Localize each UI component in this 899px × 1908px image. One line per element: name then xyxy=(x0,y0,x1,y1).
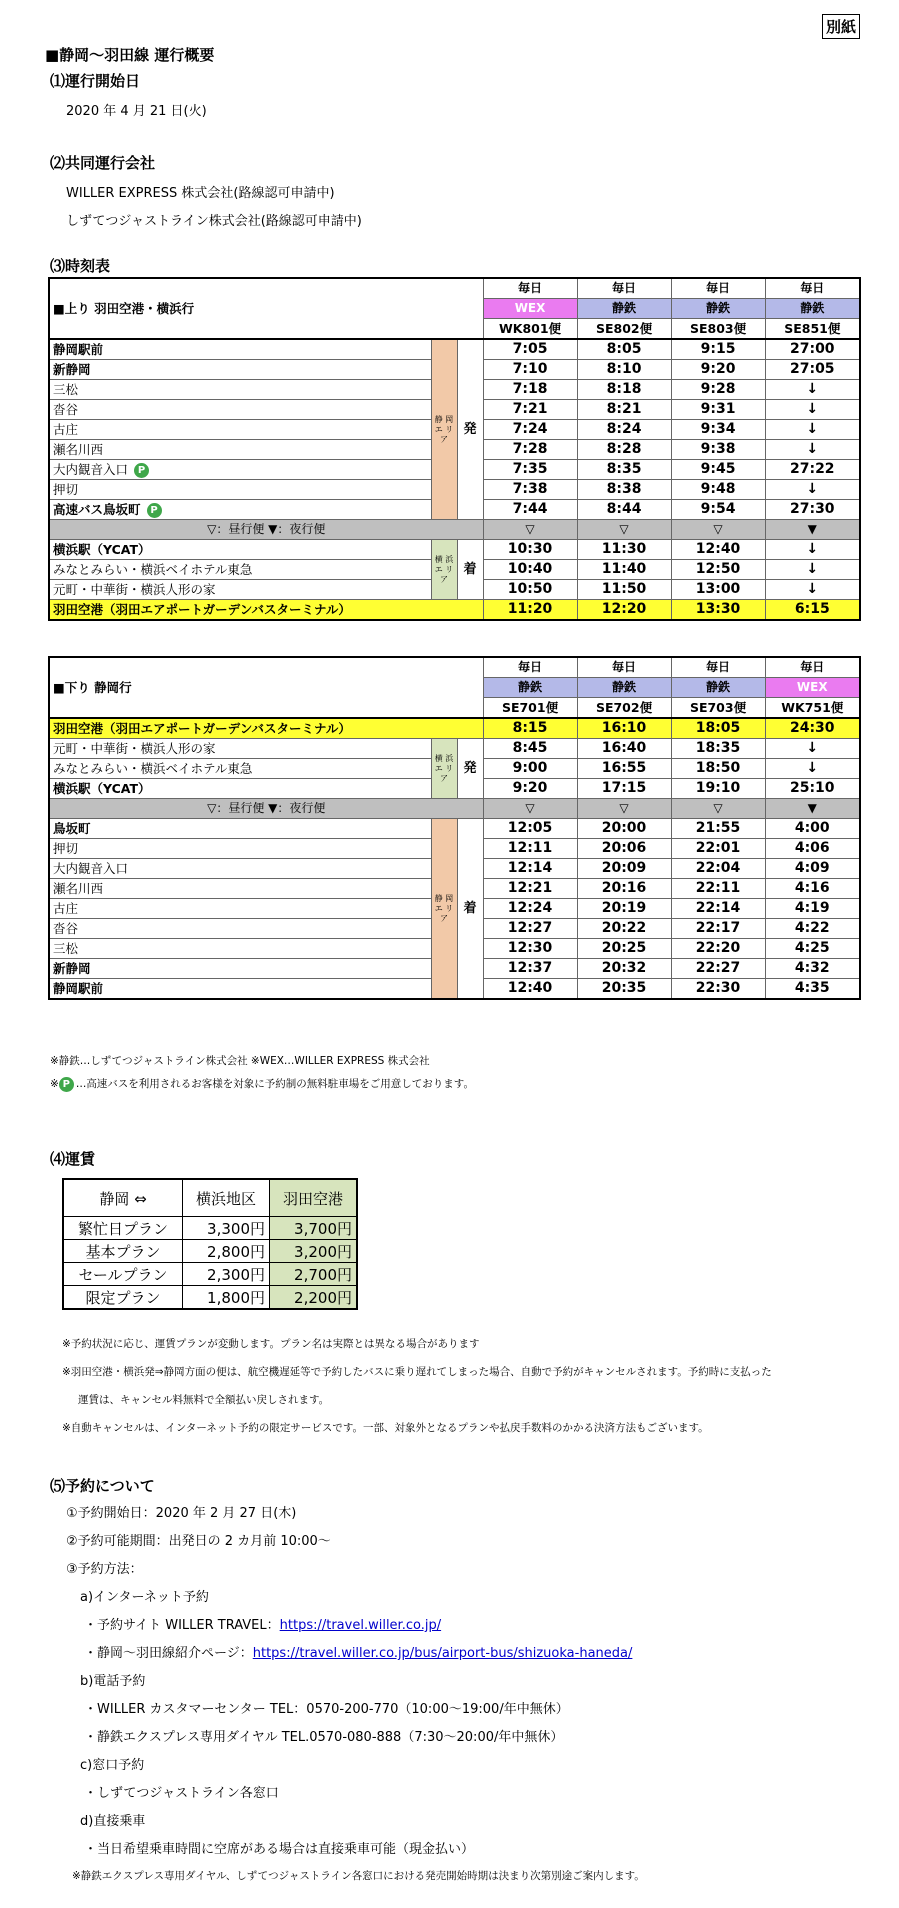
departure-time: 4:32 xyxy=(765,959,860,979)
departure-time: 7:28 xyxy=(483,440,577,460)
departure-time: 7:18 xyxy=(483,380,577,400)
direction-label: 発 xyxy=(457,739,483,799)
stop-name xyxy=(49,839,431,859)
operator-label: 静鉄 xyxy=(577,678,671,698)
departure-time: 20:35 xyxy=(577,979,671,1000)
area-label: 静 岡 エ リ ア xyxy=(431,339,457,520)
departure-time: 9:48 xyxy=(671,480,765,500)
airport-time: 6:15 xyxy=(765,600,860,621)
departure-time: 8:10 xyxy=(577,360,671,380)
operator-label: WEX xyxy=(483,299,577,319)
operator-label: 静鉄 xyxy=(765,299,860,319)
stop-name xyxy=(49,400,431,420)
operator-label: 静鉄 xyxy=(483,678,577,698)
departure-time: 27:30 xyxy=(765,500,860,520)
stop-name xyxy=(49,560,431,580)
route-page xyxy=(84,1642,632,1661)
airport-stop-name: 羽田空港（羽田エアポートガーデンバスターミナル） xyxy=(49,600,483,621)
service-mark: ▽ xyxy=(483,520,577,540)
stop-name-text: 三松 xyxy=(53,941,79,956)
departure-time: 22:14 xyxy=(671,899,765,919)
phone-willer: ・WILLER カスタマーセンター TEL：0570-200-770（10:00～19:00/年中無休） xyxy=(84,1702,569,1717)
s2-heading: ⑵共同運行会社 xyxy=(50,154,156,172)
reserve-phone: b)電話予約 xyxy=(80,1674,146,1689)
stop-name xyxy=(49,819,431,839)
fare-yokohama: 2,300円 xyxy=(183,1263,270,1286)
stop-row xyxy=(49,819,860,839)
departure-time: 25:10 xyxy=(765,779,860,799)
departure-time: ↓ xyxy=(765,420,860,440)
reserve-period: ②予約可能期間：出発日の 2 カ月前 10:00～ xyxy=(66,1534,331,1549)
stop-name xyxy=(49,440,431,460)
stop-name xyxy=(49,460,431,480)
service-mark: ▼ xyxy=(765,799,860,819)
departure-time: 9:28 xyxy=(671,380,765,400)
departure-time: 8:38 xyxy=(577,480,671,500)
departure-time: 20:09 xyxy=(577,859,671,879)
daily-label: 毎日 xyxy=(577,657,671,678)
fare-plan: 限定プラン xyxy=(63,1286,183,1310)
stop-name xyxy=(49,339,431,360)
departure-time: 16:40 xyxy=(577,739,671,759)
stop-name-text: 沓谷 xyxy=(53,921,79,936)
daily-label: 毎日 xyxy=(671,657,765,678)
flight-number: SE703便 xyxy=(671,698,765,719)
stop-name-text: 横浜駅（YCAT） xyxy=(53,781,151,796)
s3-heading: ⑶時刻表 xyxy=(50,257,111,275)
departure-time: 18:35 xyxy=(671,739,765,759)
stop-name-text: 静岡駅前 xyxy=(53,342,104,357)
stop-name-text: 大内観音入口 xyxy=(53,861,129,876)
fare-yokohama: 3,300円 xyxy=(183,1217,270,1240)
route-page-label: ・静岡～羽田線紹介ページ： xyxy=(84,1646,253,1661)
fare-header-yokohama: 横浜地区 xyxy=(183,1179,270,1217)
stop-name-text: 鳥坂町 xyxy=(53,821,91,836)
flight-number: SE802便 xyxy=(577,319,671,340)
header-row-daily xyxy=(49,657,860,678)
operator-label: 静鉄 xyxy=(671,299,765,319)
departure-time: 9:54 xyxy=(671,500,765,520)
parking-p-icon: P xyxy=(147,503,162,518)
departure-time: 9:20 xyxy=(483,779,577,799)
stop-name xyxy=(49,500,431,520)
stop-name xyxy=(49,360,431,380)
stop-name-text: 元町・中華街・横浜人形の家 xyxy=(53,741,216,756)
phone-shizutetsu: ・静鉄エクスプレス専用ダイヤル TEL.0570-080-888（7:30～20:00/年中無休） xyxy=(84,1730,564,1745)
departure-time: 7:05 xyxy=(483,339,577,360)
legend-text: ▽：昼行便 ▼：夜行便 xyxy=(49,799,483,819)
departure-time: 9:15 xyxy=(671,339,765,360)
airport-row xyxy=(49,600,860,621)
service-mark: ▽ xyxy=(483,799,577,819)
stop-name-text: 瀬名川西 xyxy=(53,442,104,457)
area-label: 静 岡 エ リ ア xyxy=(431,819,457,1000)
fare-plan: 基本プラン xyxy=(63,1240,183,1263)
timetable-title: ■下り 静岡行 xyxy=(49,657,483,718)
timetable-title: ■上り 羽田空港・横浜行 xyxy=(49,278,483,339)
departure-time: 21:55 xyxy=(671,819,765,839)
stop-name xyxy=(49,899,431,919)
s1-heading: ⑴運行開始日 xyxy=(50,72,141,90)
legend-text: ▽：昼行便 ▼：夜行便 xyxy=(49,520,483,540)
departure-time: 7:21 xyxy=(483,400,577,420)
fare-table xyxy=(62,1178,358,1310)
note-operators: ※静鉄…しずてつジャストライン株式会社 ※WEX…WILLER EXPRESS 株式会社 xyxy=(50,1055,430,1067)
stop-name-text: 新静岡 xyxy=(53,362,91,377)
departure-time: ↓ xyxy=(765,759,860,779)
departure-time: 19:10 xyxy=(671,779,765,799)
departure-time: 12:21 xyxy=(483,879,577,899)
departure-time: 20:32 xyxy=(577,959,671,979)
departure-time: 10:40 xyxy=(483,560,577,580)
stop-name xyxy=(49,380,431,400)
departure-time: 4:00 xyxy=(765,819,860,839)
departure-time: 8:05 xyxy=(577,339,671,360)
departure-time: 27:05 xyxy=(765,360,860,380)
departure-time: 20:25 xyxy=(577,939,671,959)
airport-time: 11:20 xyxy=(483,600,577,621)
flight-number: WK801便 xyxy=(483,319,577,340)
stop-name xyxy=(49,580,431,600)
stop-name xyxy=(49,859,431,879)
departure-time: 9:45 xyxy=(671,460,765,480)
departure-time: 7:10 xyxy=(483,360,577,380)
stop-name-text: みなとみらい・横浜ベイホテル東急 xyxy=(53,562,253,577)
fare-row xyxy=(63,1286,357,1310)
stop-name-text: 横浜駅（YCAT） xyxy=(53,542,151,557)
reserve-method: ③予約方法： xyxy=(66,1562,143,1577)
s2-line-2: しずてつジャストライン株式会社(路線認可申請中) xyxy=(66,214,362,229)
stop-name-text: 古庄 xyxy=(53,422,79,437)
area-label: 横 浜 エ リ ア xyxy=(431,739,457,799)
note-parking: ※ P …高速バスを利用されるお客様を対象に予約制の無料駐車場をご用意しております。 xyxy=(50,1078,474,1090)
airport-time: 8:15 xyxy=(483,718,577,739)
fare-haneda: 3,700円 xyxy=(270,1217,358,1240)
fare-header-row xyxy=(63,1179,357,1217)
departure-time: 4:35 xyxy=(765,979,860,1000)
airport-time: 24:30 xyxy=(765,718,860,739)
departure-time: 10:30 xyxy=(483,540,577,560)
stop-name xyxy=(49,959,431,979)
fare-row xyxy=(63,1263,357,1286)
reserve-start: ①予約開始日：2020 年 2 月 27 日(木) xyxy=(66,1506,297,1521)
departure-time: ↓ xyxy=(765,560,860,580)
departure-time: 12:05 xyxy=(483,819,577,839)
departure-time: 9:00 xyxy=(483,759,577,779)
departure-time: 11:40 xyxy=(577,560,671,580)
service-mark: ▼ xyxy=(765,520,860,540)
airport-time: 18:05 xyxy=(671,718,765,739)
departure-time: 8:24 xyxy=(577,420,671,440)
departure-time: 4:19 xyxy=(765,899,860,919)
departure-time: 22:01 xyxy=(671,839,765,859)
departure-time: ↓ xyxy=(765,380,860,400)
departure-time: 22:27 xyxy=(671,959,765,979)
airport-row xyxy=(49,718,860,739)
departure-time: 10:50 xyxy=(483,580,577,600)
stop-name-text: 新静岡 xyxy=(53,961,91,976)
flight-number: SE851便 xyxy=(765,319,860,340)
departure-time: 8:44 xyxy=(577,500,671,520)
willer-travel-link[interactable]: https://travel.willer.co.jp/ xyxy=(279,1618,442,1633)
departure-time: 12:11 xyxy=(483,839,577,859)
reserve-internet: a)インターネット予約 xyxy=(80,1590,209,1605)
departure-time: ↓ xyxy=(765,580,860,600)
stop-name-text: 古庄 xyxy=(53,901,79,916)
s5-heading: ⑸予約について xyxy=(50,1477,155,1495)
stop-name xyxy=(49,420,431,440)
fare-note-3: 運賃は、キャンセル料無料で全額払い戻しされます。 xyxy=(78,1394,330,1406)
departure-time: 8:21 xyxy=(577,400,671,420)
departure-time: 4:22 xyxy=(765,919,860,939)
departure-time: 4:06 xyxy=(765,839,860,859)
fare-yokohama: 2,800円 xyxy=(183,1240,270,1263)
departure-time: 7:44 xyxy=(483,500,577,520)
fare-haneda: 2,200円 xyxy=(270,1286,358,1310)
departure-time: ↓ xyxy=(765,480,860,500)
departure-time: 17:15 xyxy=(577,779,671,799)
reserve-counter: c)窓口予約 xyxy=(80,1758,145,1773)
operator-label: 静鉄 xyxy=(577,299,671,319)
stop-name xyxy=(49,919,431,939)
departure-time: 9:38 xyxy=(671,440,765,460)
departure-time: 7:24 xyxy=(483,420,577,440)
departure-time: 8:35 xyxy=(577,460,671,480)
departure-time: 22:11 xyxy=(671,879,765,899)
departure-time: 4:09 xyxy=(765,859,860,879)
departure-time: 12:37 xyxy=(483,959,577,979)
reserve-site xyxy=(84,1614,441,1633)
operator-label: 静鉄 xyxy=(671,678,765,698)
departure-time: 20:00 xyxy=(577,819,671,839)
departure-time: 22:17 xyxy=(671,919,765,939)
departure-time: 4:16 xyxy=(765,879,860,899)
departure-time: 8:18 xyxy=(577,380,671,400)
departure-time: 12:27 xyxy=(483,919,577,939)
flight-number: WK751便 xyxy=(765,698,860,719)
departure-time: 12:30 xyxy=(483,939,577,959)
stop-name xyxy=(49,979,431,1000)
departure-time: 8:45 xyxy=(483,739,577,759)
fare-note-4: ※自動キャンセルは、インターネット予約の限定サービスです。一部、対象外となるプランや払戻手数料のかかる決済方法もございます。 xyxy=(62,1422,709,1434)
departure-time: ↓ xyxy=(765,739,860,759)
departure-time: ↓ xyxy=(765,440,860,460)
direction-label: 発 xyxy=(457,339,483,520)
departure-time: 22:04 xyxy=(671,859,765,879)
fare-yokohama: 1,800円 xyxy=(183,1286,270,1310)
fare-header-haneda: 羽田空港 xyxy=(270,1179,358,1217)
stop-name-text: みなとみらい・横浜ベイホテル東急 xyxy=(53,761,253,776)
daily-label: 毎日 xyxy=(577,278,671,299)
s4-heading: ⑷運賃 xyxy=(50,1150,96,1168)
direct-boarding: ・当日希望乗車時間に空席がある場合は直接乗車可能（現金払い） xyxy=(84,1842,475,1857)
stop-row xyxy=(49,739,860,759)
fare-row xyxy=(63,1217,357,1240)
daily-label: 毎日 xyxy=(765,278,860,299)
airport-stop-name: 羽田空港（羽田エアポートガーデンバスターミナル） xyxy=(49,718,483,739)
departure-time: 11:30 xyxy=(577,540,671,560)
stop-name-text: 瀬名川西 xyxy=(53,881,104,896)
stop-name xyxy=(49,939,431,959)
fare-haneda: 3,200円 xyxy=(270,1240,358,1263)
daily-label: 毎日 xyxy=(671,278,765,299)
area-label: 横 浜 エ リ ア xyxy=(431,540,457,600)
counter-shizutetsu: ・しずてつジャストライン各窓口 xyxy=(84,1786,279,1801)
header-row-daily xyxy=(49,278,860,299)
stop-name-text: 静岡駅前 xyxy=(53,981,104,996)
daily-label: 毎日 xyxy=(483,278,577,299)
stop-name-text: 大内観音入口 xyxy=(53,462,129,477)
reserve-site-label: ・予約サイト WILLER TRAVEL： xyxy=(84,1618,280,1633)
timetable-up xyxy=(48,277,861,621)
departure-time: 9:20 xyxy=(671,360,765,380)
fare-haneda: 2,700円 xyxy=(270,1263,358,1286)
note-parking-text: …高速バスを利用されるお客様を対象に予約制の無料駐車場をご用意しております。 xyxy=(75,1078,474,1090)
stop-name xyxy=(49,540,431,560)
departure-time: 7:35 xyxy=(483,460,577,480)
departure-time: 27:22 xyxy=(765,460,860,480)
departure-time: 20:06 xyxy=(577,839,671,859)
stop-name-text: 高速バス鳥坂町 xyxy=(53,502,141,517)
fare-note-2: ※羽田空港・横浜発⇒静岡方面の便は、航空機遅延等で予約したバスに乗り遅れてしまった場合、自動で予約がキャンセルされます。予約時に支払った xyxy=(62,1366,772,1378)
airport-time: 13:30 xyxy=(671,600,765,621)
s2-line-1: WILLER EXPRESS 株式会社(路線認可申請中) xyxy=(66,186,335,201)
departure-time: 12:40 xyxy=(483,979,577,1000)
departure-time: 9:34 xyxy=(671,420,765,440)
legend-row xyxy=(49,799,860,819)
daily-label: 毎日 xyxy=(483,657,577,678)
departure-time: ↓ xyxy=(765,540,860,560)
departure-time: 27:00 xyxy=(765,339,860,360)
departure-time: 9:31 xyxy=(671,400,765,420)
stop-row xyxy=(49,339,860,360)
fare-plan: 繁忙日プラン xyxy=(63,1217,183,1240)
stop-row xyxy=(49,540,860,560)
fare-row xyxy=(63,1240,357,1263)
fare-plan: セールプラン xyxy=(63,1263,183,1286)
departure-time: 18:50 xyxy=(671,759,765,779)
departure-time: ↓ xyxy=(765,400,860,420)
departure-time: 8:28 xyxy=(577,440,671,460)
departure-time: 20:19 xyxy=(577,899,671,919)
departure-time: 13:00 xyxy=(671,580,765,600)
legend-row xyxy=(49,520,860,540)
flight-number: SE803便 xyxy=(671,319,765,340)
stop-name-text: 三松 xyxy=(53,382,79,397)
departure-time: 12:14 xyxy=(483,859,577,879)
daily-label: 毎日 xyxy=(765,657,860,678)
stop-name-text: 元町・中華街・横浜人形の家 xyxy=(53,582,216,597)
timetable-down xyxy=(48,656,861,1000)
stop-name xyxy=(49,879,431,899)
stop-name xyxy=(49,739,431,759)
service-mark: ▽ xyxy=(671,520,765,540)
service-mark: ▽ xyxy=(577,799,671,819)
s1-text: 2020 年 4 月 21 日(火) xyxy=(66,104,207,119)
stop-name xyxy=(49,779,431,799)
reserve-direct: d)直接乗車 xyxy=(80,1814,146,1829)
departure-time: 22:20 xyxy=(671,939,765,959)
flight-number: SE701便 xyxy=(483,698,577,719)
direction-label: 着 xyxy=(457,819,483,1000)
fare-note-1: ※予約状況に応じ、運賃プランが変動します。プラン名は実際とは異なる場合があります xyxy=(62,1338,480,1350)
fare-header-origin: 静岡 ⇔ xyxy=(63,1179,183,1217)
departure-time: 20:16 xyxy=(577,879,671,899)
page-title: ■静岡～羽田線 運行概要 xyxy=(45,46,215,64)
reserve-note: ※静鉄エクスプレス専用ダイヤル、しずてつジャストライン各窓口における発売開始時期は決まり次第別途ご案内します。 xyxy=(72,1870,645,1882)
operator-label: WEX xyxy=(765,678,860,698)
airport-time: 16:10 xyxy=(577,718,671,739)
departure-time: 11:50 xyxy=(577,580,671,600)
stop-name xyxy=(49,480,431,500)
service-mark: ▽ xyxy=(577,520,671,540)
airport-time: 12:20 xyxy=(577,600,671,621)
stop-name xyxy=(49,759,431,779)
route-page-link[interactable]: https://travel.willer.co.jp/bus/airport-bus/shizuoka-haneda/ xyxy=(252,1646,633,1661)
departure-time: 12:24 xyxy=(483,899,577,919)
stop-name-text: 沓谷 xyxy=(53,402,79,417)
departure-time: 12:40 xyxy=(671,540,765,560)
departure-time: 7:38 xyxy=(483,480,577,500)
parking-p-icon: P xyxy=(134,463,149,478)
annex-tag: 別紙 xyxy=(822,14,860,39)
departure-time: 16:55 xyxy=(577,759,671,779)
departure-time: 4:25 xyxy=(765,939,860,959)
flight-number: SE702便 xyxy=(577,698,671,719)
stop-name-text: 押切 xyxy=(53,482,79,497)
departure-time: 22:30 xyxy=(671,979,765,1000)
stop-name-text: 押切 xyxy=(53,841,79,856)
direction-label: 着 xyxy=(457,540,483,600)
parking-p-icon: P xyxy=(59,1077,74,1092)
departure-time: 20:22 xyxy=(577,919,671,939)
departure-time: 12:50 xyxy=(671,560,765,580)
service-mark: ▽ xyxy=(671,799,765,819)
